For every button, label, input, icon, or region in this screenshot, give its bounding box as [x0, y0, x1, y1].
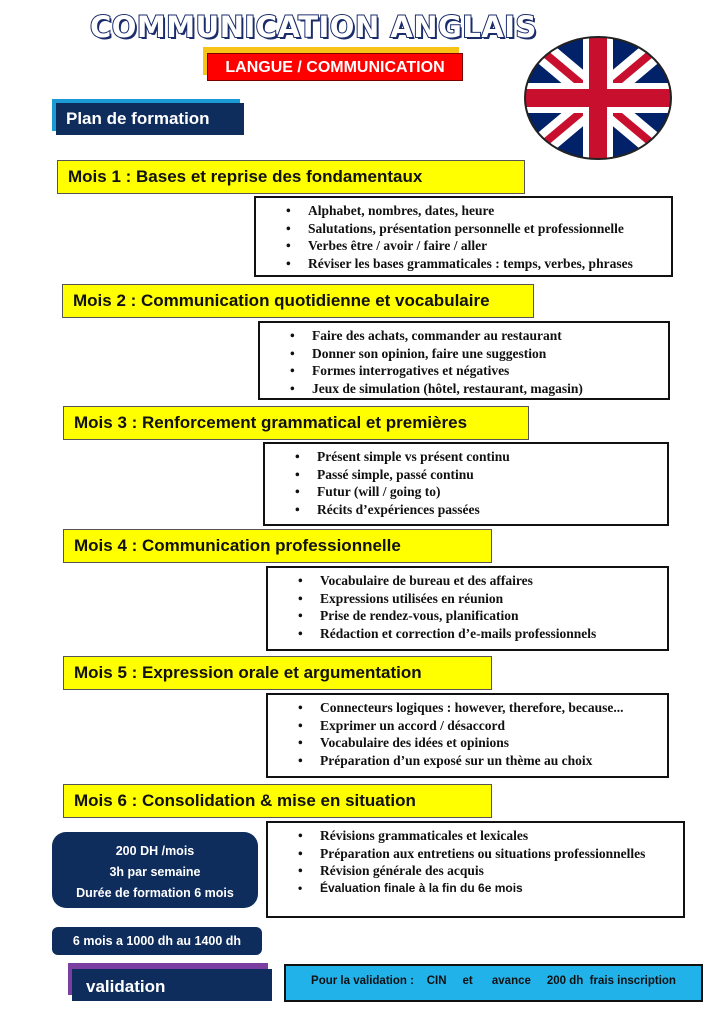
list-item: • Futur (will / going to) [265, 483, 667, 501]
module-box-6 [266, 821, 685, 918]
module-box-4 [266, 566, 669, 651]
list-item: • Évaluation finale à la fin du 6e mois [268, 880, 683, 898]
validation-note: Pour la validation : CIN et avance 200 dh frais inscription [284, 964, 703, 1002]
list-item: • Passé simple, passé continu [265, 466, 667, 484]
pricing-monthly: 200 DH /mois [115, 844, 195, 858]
module-title-2: Mois 2 : Communication quotidienne et vocabulaire [62, 284, 534, 318]
module-title-5: Mois 5 : Expression orale et argumentation [63, 656, 492, 690]
list-item: • Prise de rendez-vous, planification [268, 607, 667, 625]
module-title-1: Mois 1 : Bases et reprise des fondamentaux [57, 160, 525, 194]
list-item: • Présent simple vs présent continu [265, 448, 667, 466]
module-title-4: Mois 4 : Communication professionnelle [63, 529, 492, 563]
module-box-5 [266, 693, 669, 778]
list-item: • Rédaction et correction d’e-mails professionnels [268, 625, 667, 643]
module-box-1 [254, 196, 673, 277]
plan-label: Plan de formation [56, 103, 244, 135]
list-item: • Préparation d’un exposé sur un thème au choix [268, 752, 667, 770]
module-title-3: Mois 3 : Renforcement grammatical et premières [63, 406, 529, 440]
list-item: • Alphabet, nombres, dates, heure [256, 202, 671, 220]
list-item: • Révisions grammaticales et lexicales [268, 827, 683, 845]
pricing-card [52, 832, 258, 908]
pricing-total: 6 mois a 1000 dh au 1400 dh [52, 927, 262, 955]
list-item: • Préparation aux entretiens ou situations professionnelles [268, 845, 683, 863]
list-item: • Salutations, présentation personnelle et professionnelle [256, 220, 671, 238]
list-item: • Réviser les bases grammaticales : temps, verbes, phrases [256, 255, 671, 273]
list-item: • Donner son opinion, faire une suggestion [260, 345, 668, 363]
list-item: • Verbes être / avoir / faire / aller [256, 237, 671, 255]
list-item: • Faire des achats, commander au restaurant [260, 327, 668, 345]
module-box-3 [263, 442, 669, 526]
list-item: • Exprimer un accord / désaccord [268, 717, 667, 735]
list-item: • Expressions utilisées en réunion [268, 590, 667, 608]
uk-flag-icon [523, 35, 673, 161]
pricing-hours: 3h par semaine [109, 865, 201, 879]
list-item: • Connecteurs logiques : however, therefore, because... [268, 699, 667, 717]
list-item: • Vocabulaire des idées et opinions [268, 734, 667, 752]
list-item: • Vocabulaire de bureau et des affaires [268, 572, 667, 590]
validation-label: validation [72, 969, 272, 1001]
subtitle-banner: LANGUE / COMMUNICATION [207, 53, 463, 81]
pricing-duration: Durée de formation 6 mois [76, 886, 234, 900]
list-item: • Révision générale des acquis [268, 862, 683, 880]
list-item: • Jeux de simulation (hôtel, restaurant, magasin) [260, 380, 668, 398]
module-title-6: Mois 6 : Consolidation & mise en situation [63, 784, 492, 818]
module-box-2 [258, 321, 670, 400]
list-item: • Récits d’expériences passées [265, 501, 667, 519]
list-item: • Formes interrogatives et négatives [260, 362, 668, 380]
page-title: COMMUNICATION ANGLAIS [90, 10, 537, 44]
